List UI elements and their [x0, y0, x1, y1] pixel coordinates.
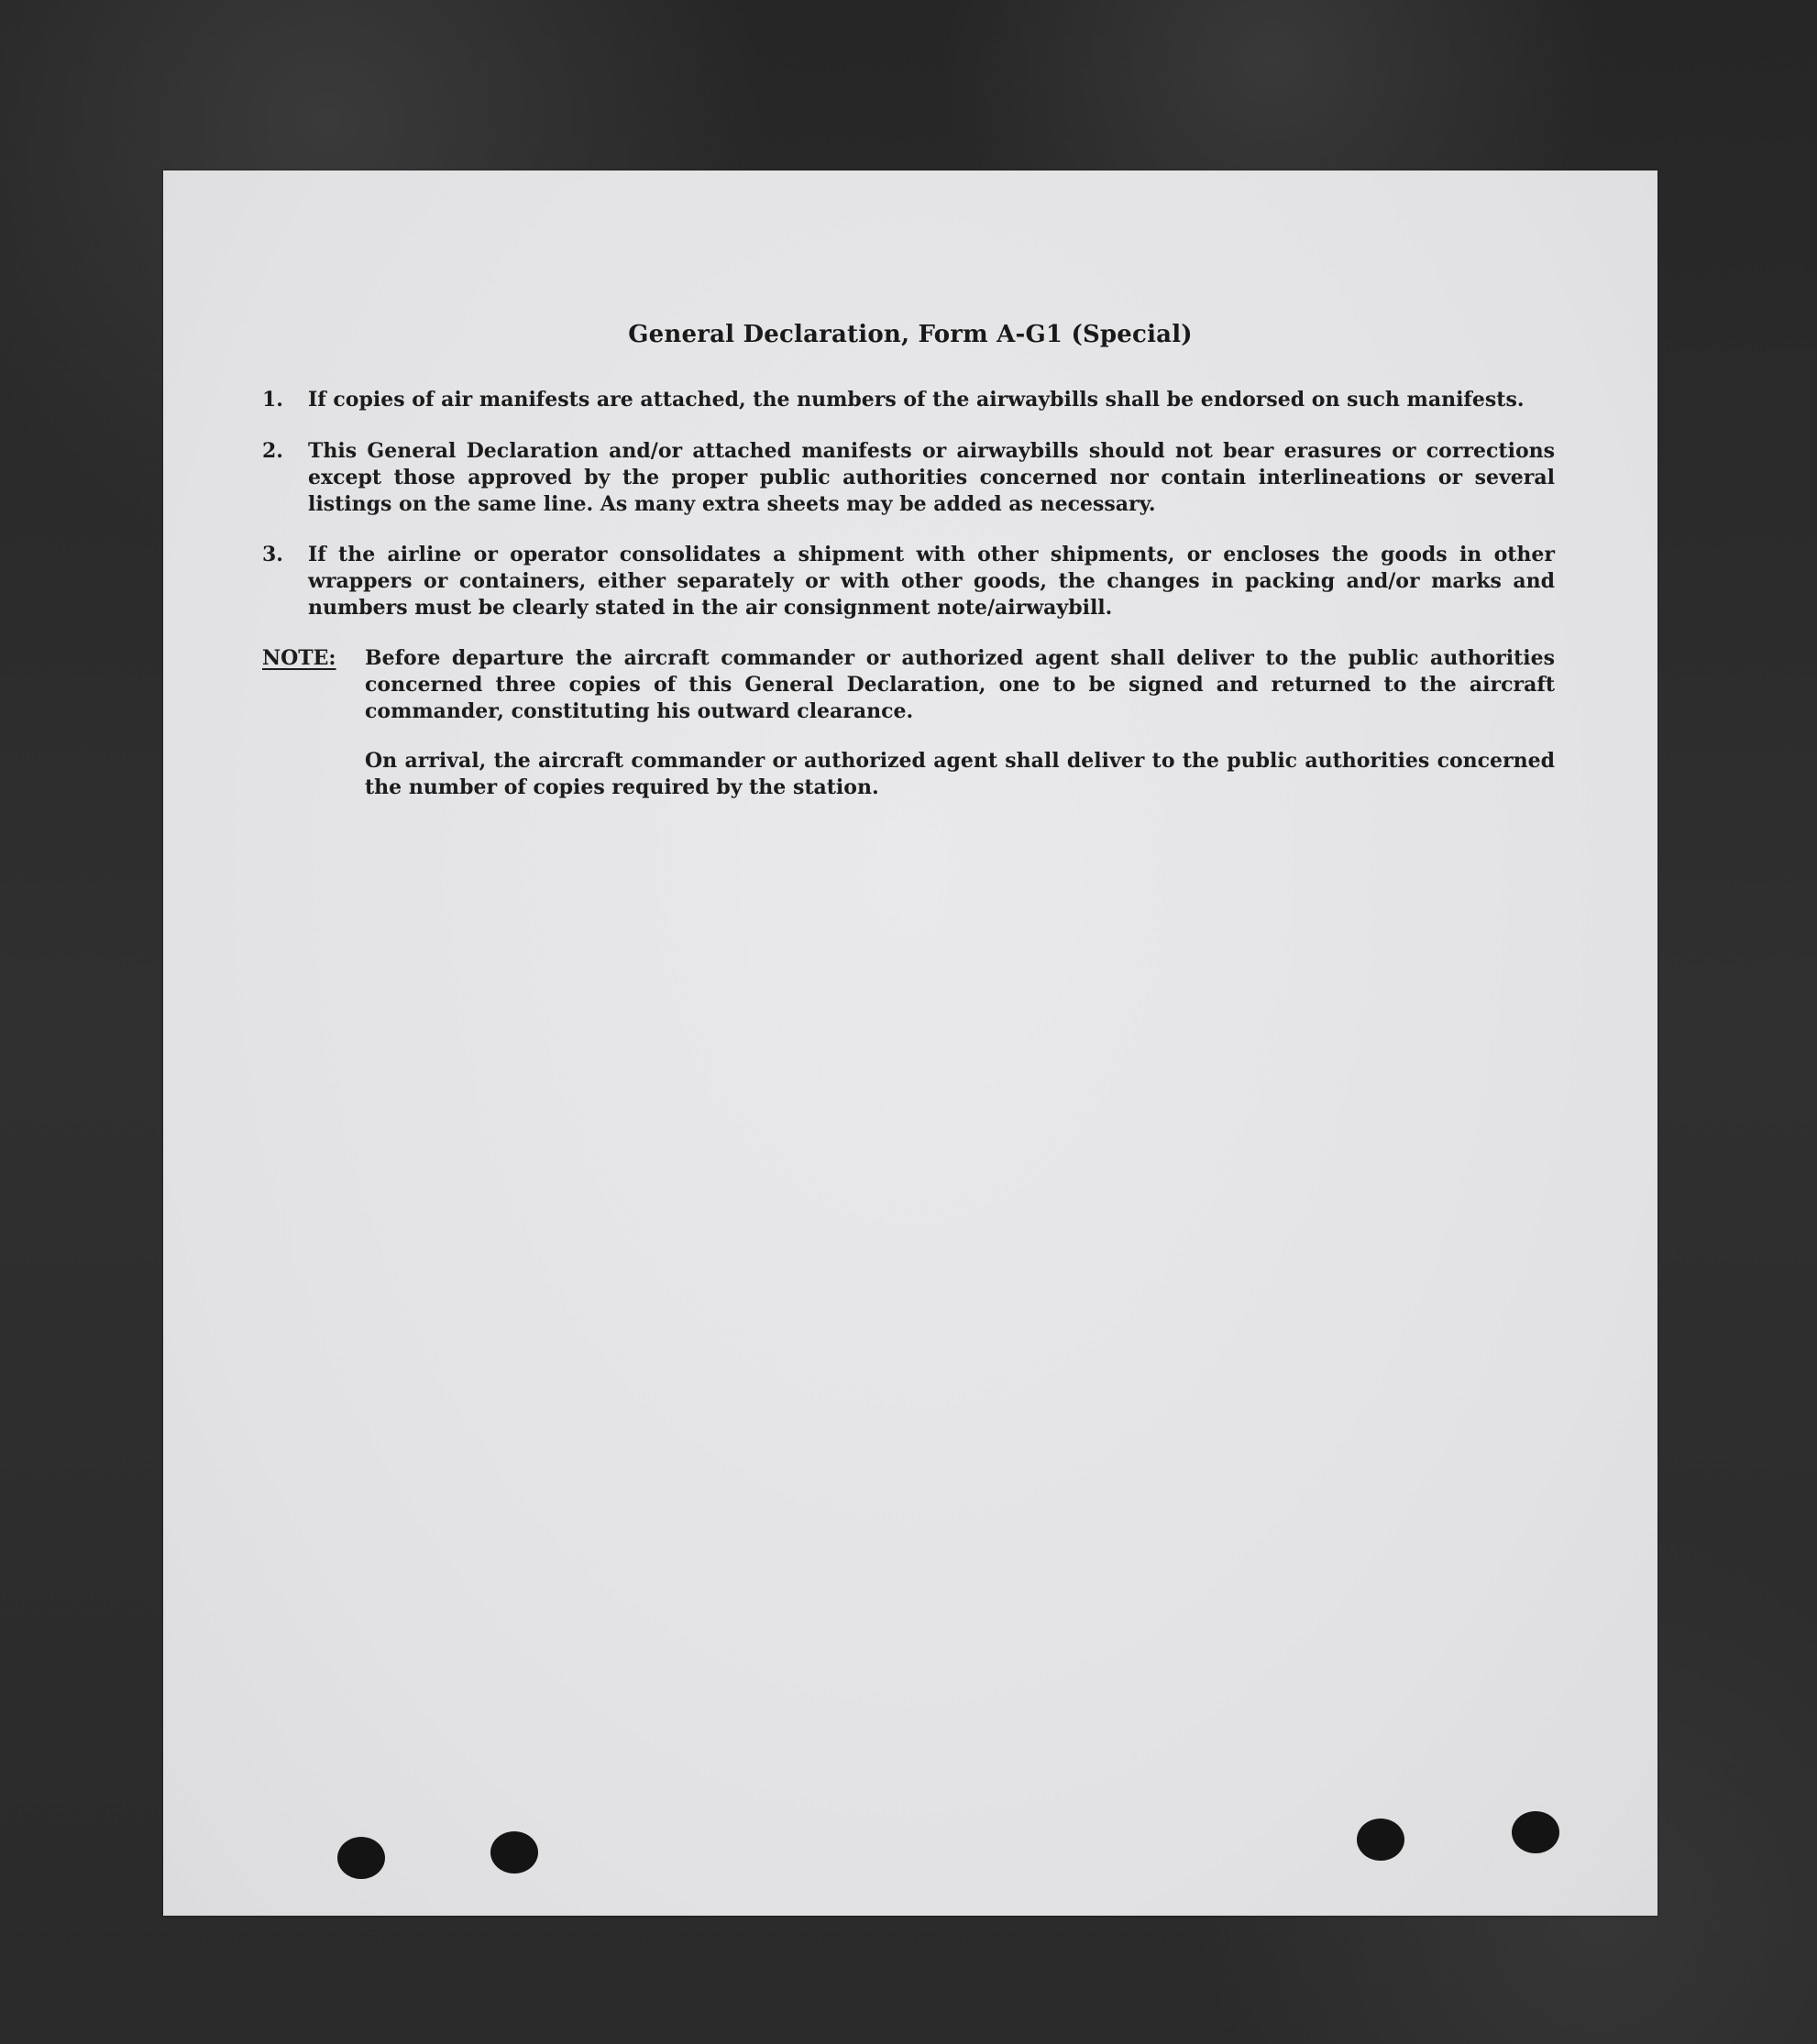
punch-hole [337, 1837, 385, 1879]
note-section [262, 645, 1555, 824]
note-label: NOTE: [262, 646, 336, 670]
document-title: General Declaration, Form A-G1 (Special) [628, 321, 1193, 348]
punch-hole [1512, 1811, 1559, 1853]
note-paragraph-2: On arrival, the aircraft commander or authorized agent shall deliver to the public authorities concerned the number of copies required by the station. [365, 749, 1555, 799]
item-number: 3. [262, 543, 283, 566]
list-item-1 [262, 387, 1555, 413]
list-item-2 [262, 438, 1555, 518]
item-text: If copies of air manifests are attached, the numbers of the airwaybills shall be endorsed on such manifests. [308, 388, 1525, 412]
list-item-3 [262, 542, 1555, 621]
punch-hole [1357, 1819, 1404, 1861]
item-number: 2. [262, 439, 283, 463]
note-paragraph-1: Before departure the aircraft commander or authorized agent shall deliver to the public authorities concerned three copies of this General Declaration, one to be signed and returned to the aircraft commander, constituting his outward clearance. [365, 646, 1555, 723]
item-text: This General Declaration and/or attached manifests or airwaybills should not bear erasures or corrections except those approved by the proper public authorities concerned nor contain interlineations or several listings on the same line. As many extra sheets may be added as necessary. [308, 439, 1555, 516]
document-page [163, 170, 1657, 1916]
punch-hole [490, 1831, 538, 1874]
item-text: If the airline or operator consolidates a shipment with other shipments, or encloses the goods in other wrappers or containers, either separately or with other goods, the changes in packing and/or marks and numbers must be clearly stated in the air consignment note/airwaybill. [308, 543, 1555, 620]
note-body [365, 645, 1555, 801]
item-number: 1. [262, 388, 283, 412]
